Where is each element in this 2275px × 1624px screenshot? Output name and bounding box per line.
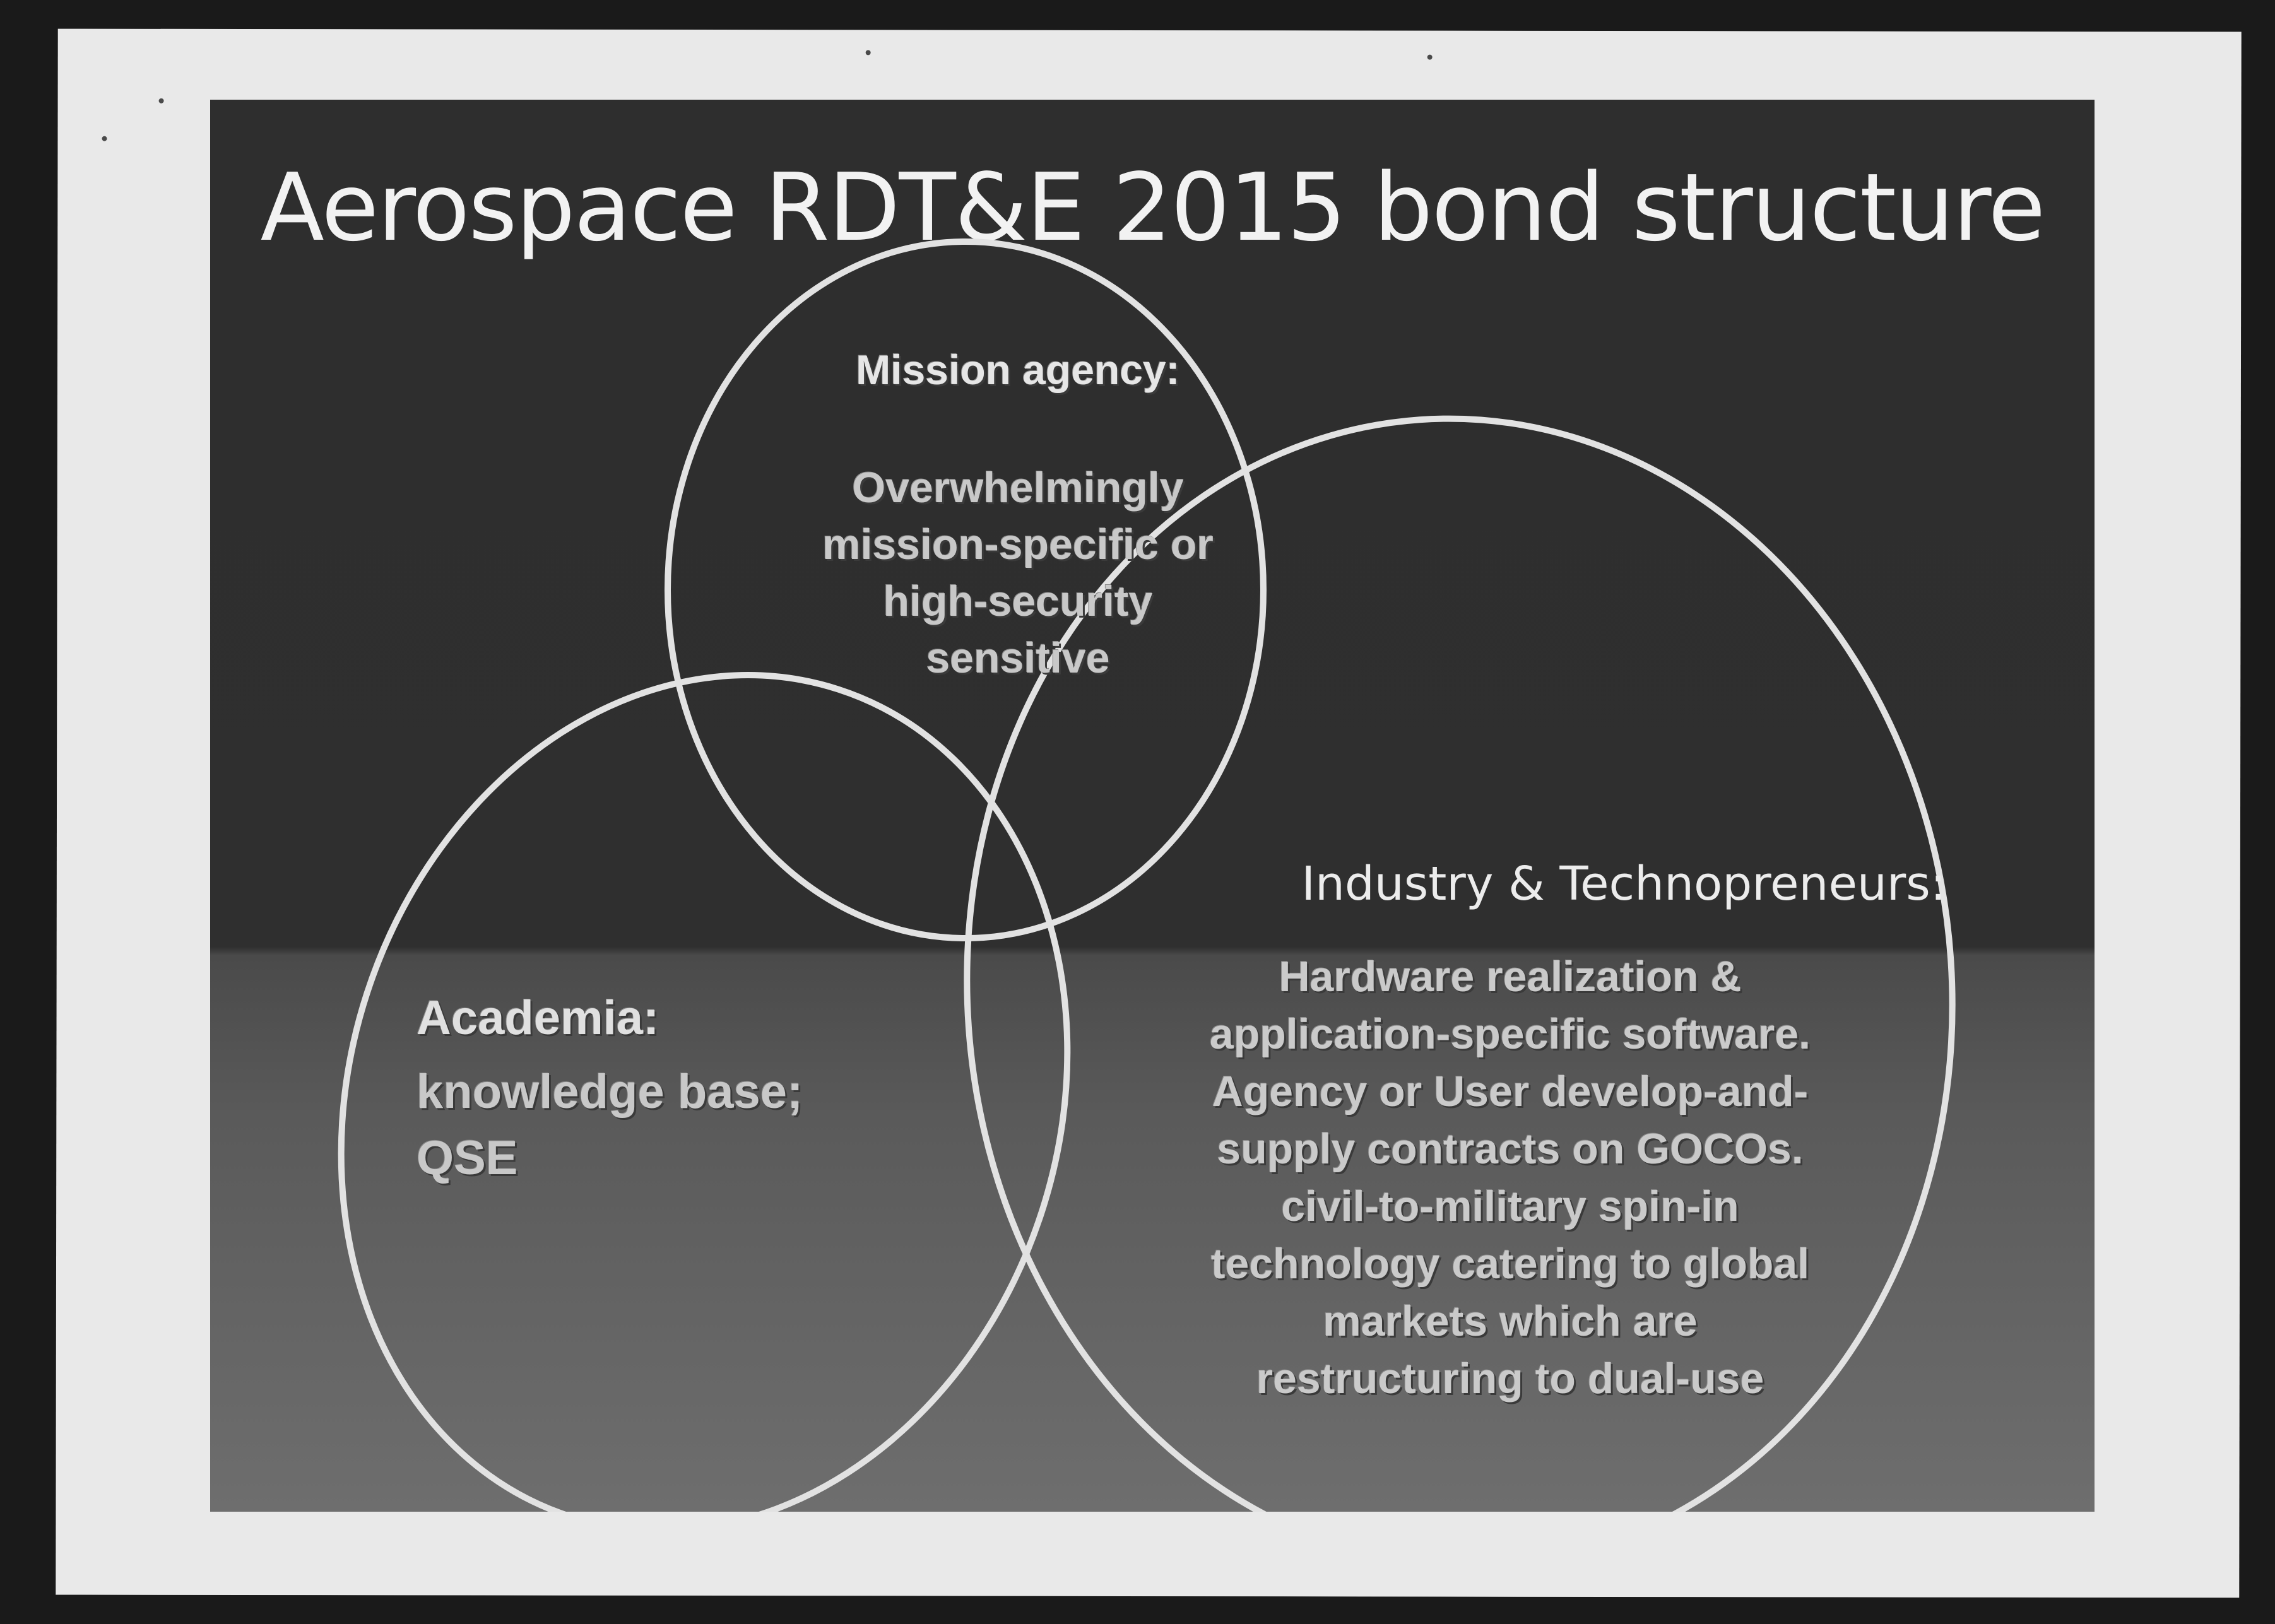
text-line: civil-to-military spin-in xyxy=(1281,1182,1739,1230)
academia-text xyxy=(417,1059,803,1191)
text-line: sensitive xyxy=(926,634,1110,682)
text-line: Overwhelmingly xyxy=(852,464,1184,512)
venn-circle-academia xyxy=(233,580,1176,1512)
text-line: restructuring to dual-use xyxy=(1256,1355,1764,1403)
dust-speck xyxy=(866,50,871,55)
text-line: knowledge base; xyxy=(417,1065,803,1119)
text-line: high-security xyxy=(883,577,1153,625)
industry-heading: Industry & Technopreneurs: xyxy=(1301,857,1946,911)
dust-speck xyxy=(102,136,107,141)
text-line: markets which are xyxy=(1323,1297,1698,1345)
dust-speck xyxy=(159,98,164,103)
text-line: technology catering to global xyxy=(1210,1240,1810,1288)
text-line: mission-specific or xyxy=(822,521,1214,568)
slide xyxy=(210,100,2095,1512)
mission-agency-text xyxy=(734,459,1302,686)
text-line: QSE xyxy=(417,1131,518,1185)
mission-agency-heading: Mission agency: xyxy=(856,346,1180,393)
text-line: application-specific software. xyxy=(1209,1010,1811,1058)
academia-heading: Academia: xyxy=(417,991,659,1045)
slide-title: Aerospace RDT&E 2015 bond structure xyxy=(260,153,2045,262)
text-line: Hardware realization & xyxy=(1279,953,1742,1001)
industry-text xyxy=(1075,948,1946,1408)
dust-speck xyxy=(1427,55,1433,60)
text-line: Agency or User develop-and- xyxy=(1212,1068,1809,1115)
text-line: supply contracts on GOCOs. xyxy=(1217,1125,1804,1173)
